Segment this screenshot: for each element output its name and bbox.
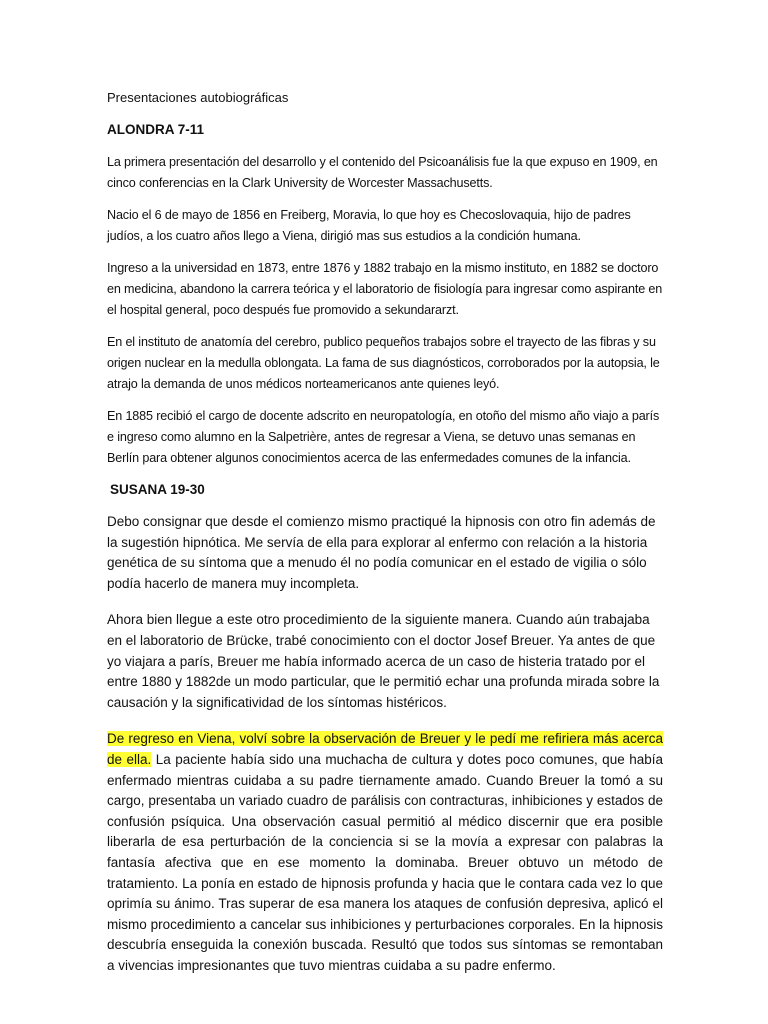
paragraph: En el instituto de anatomía del cerebro, publico pequeños trabajos sobre el trayecto de las fibras y su origen nuclear en la medulla oblongata. La fama de sus diagnósticos, corroborados por la autopsia, le atrajo la demanda de unos médicos norteamericanos ante quienes leyó. bbox=[107, 335, 660, 391]
section-heading-alondra: ALONDRA 7-11 bbox=[107, 122, 205, 137]
paragraph: Nacio el 6 de mayo de 1856 en Freiberg, Moravia, lo que hoy es Checoslovaquia, hijo de padres judíos, a los cuatro años llego a Viena, dirigió mas sus estudios a la condición humana. bbox=[107, 208, 631, 243]
paragraph-with-highlight bbox=[107, 729, 663, 976]
paragraph: Debo consignar que desde el comienzo mismo practiqué la hipnosis con otro fin además de la sugestión hipnótica. Me servía de ella para explorar al enfermo con relación a la historia genética de su síntoma que a menudo él no podía comunicar en el estado de vigilia o sólo podía hacerlo de manera muy incompleta. bbox=[107, 514, 656, 591]
paragraph-text: La paciente había sido una muchacha de cultura y dotes poco comunes, que había enfermado mientras cuidaba a su padre tiernamente amado. Cuando Breuer la tomó a su cargo, presentaba un variado cuadro de parálisis con contracturas, inhibiciones y estados de confusión psíquica. Una observación casual permitió al médico discernir que era posible liberarla de esa perturbación de la conciencia si se la movía a expresar con palabras la fantasía afectiva que en ese momento la dominaba. Breuer obtuvo un método de tratamiento. La ponía en estado de hipnosis profunda y hacia que le contara cada vez lo que oprimía su ánimo. Tras superar de esa manera los ataques de confusión depresiva, aplicó el mismo procedimiento a cancelar sus inhibiciones y perturbaciones corporales. En la hipnosis descubría enseguida la conexión buscada. Resultó que todos sus síntomas se remontaban a vivencias impresionantes que tuvo mientras cuidaba a su padre enfermo. bbox=[107, 751, 663, 973]
paragraph: En 1885 recibió el cargo de docente adscrito en neuropatología, en otoño del mismo año viajo a parís e ingreso como alumno en la Salpetrière, antes de regresar a Viena, se detuvo unas semanas en Berlín para obtener algunos conocimientos acerca de las enfermedades comunes de la infancia. bbox=[107, 409, 660, 465]
paragraph: Ahora bien llegue a este otro procedimiento de la siguiente manera. Cuando aún trabajaba en el laboratorio de Brücke, trabé conocimiento con el doctor Josef Breuer. Ya antes de que yo viajara a parís, Breuer me había informado acerca de un caso de histeria tratado por el entre 1880 y 1882de un modo particular, que le permitió echar una profunda mirada sobre la causación y la significatividad de los síntomas histéricos. bbox=[107, 612, 660, 710]
paragraph: Ingreso a la universidad en 1873, entre 1876 y 1882 trabajo en la mismo instituto, en 1882 se doctoro en medicina, abandono la carrera teórica y el laboratorio de fisiología para ingresar como aspirante en el hospital general, poco después fue promovido a sekundararzt. bbox=[107, 261, 663, 317]
document-body bbox=[107, 88, 663, 992]
section-heading-susana: SUSANA 19-30 bbox=[110, 482, 205, 497]
document-title: Presentaciones autobiográficas bbox=[107, 90, 289, 105]
highlighted-text: De regreso en Viena, volví sobre la observación de Breuer y le pedí me refiriera más acerca de ella. bbox=[107, 731, 663, 767]
paragraph: La primera presentación del desarrollo y el contenido del Psicoanálisis fue la que expuso en 1909, en cinco conferencias en la Clark University de Worcester Massachusetts. bbox=[107, 155, 658, 190]
